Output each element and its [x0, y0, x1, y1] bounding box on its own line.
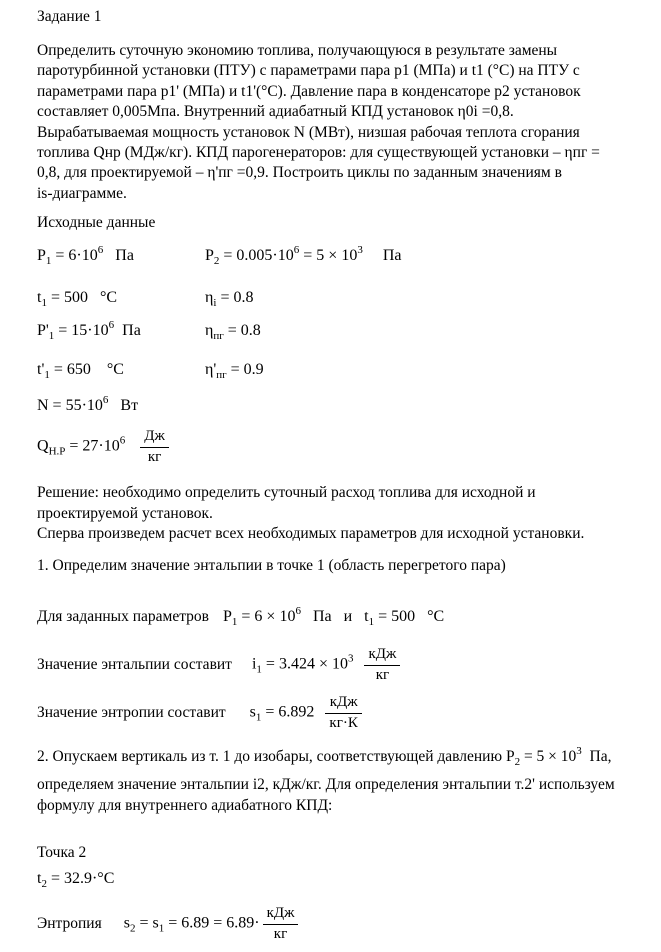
enthalpy-label: Значение энтальпии составит: [37, 656, 232, 673]
page-title: Задание 1: [37, 8, 102, 25]
given-row-heat-value: [37, 423, 169, 471]
given-params-row: [37, 598, 444, 636]
formula-n: $N = 55\cdot 10^6$ Вт: [37, 394, 139, 414]
formula-s1: $s_1 = 6.892$ $\frac{\text{кДж}}{кг\cdot К}$: [250, 694, 362, 732]
entropy2-row: [37, 898, 298, 950]
entropy2-label: Энтропия: [37, 915, 102, 932]
task-line: параметрами пара p1' (МПа) и t1'(°С). Давление пара в конденсаторе p2 установок: [37, 82, 581, 100]
formula-eta-i: $\eta_i = 0.8$: [205, 289, 254, 309]
given-row-pressure: [37, 244, 402, 267]
entropy-label: Значение энтропии составит: [37, 704, 226, 721]
given-row-temperature-prime: [37, 361, 264, 379]
formula-eta-pg: $\eta_{пг} = 0.8$: [205, 322, 261, 342]
task-line: составляет 0,005Мпа. Внутренний адиабатный КПД установок η0i =0,8.: [37, 103, 514, 121]
given-row-pressure-prime: [37, 319, 261, 342]
step2-paragraph: [37, 774, 615, 816]
solution-paragraph: [37, 483, 584, 545]
task-line: 0,8, для проектируемой – η'пг =0,9. Построить циклы по заданным значениям в: [37, 164, 562, 182]
formula-t1-prime: $t'_1 = 650$ °С: [37, 361, 124, 381]
given-row-power: [37, 394, 139, 415]
formula-t2: $t_2 = 32.9\cdot^\circ С$: [37, 870, 115, 890]
formula-eta-pg-prime: $\eta'_{пг} = 0.9$: [205, 361, 264, 381]
solution-line: Сперва произведем расчет всех необходимых параметров для исходной установки.: [37, 525, 585, 542]
formula-t1: $t_1 = 500$ °С: [37, 289, 118, 309]
point2-heading: Точка 2: [37, 844, 87, 861]
task-line: Определить суточную экономию топлива, получающуюся в результате замены: [37, 42, 558, 59]
task-line: Вырабатываемая мощность установок N (МВт), низшая рабочая теплота сгорания: [37, 123, 580, 141]
formula-q-np: $Q_{Н.Р} = 27\cdot 10^6$ $\frac{Дж}{кг}$: [37, 428, 169, 466]
step2-line: определяем значение энтальпии i2, кДж/кг. Для определения энтальпии т.2' используем: [37, 776, 615, 793]
step2-paragraph-line1: [37, 740, 612, 774]
given-params-label: Для заданных параметров: [37, 608, 209, 625]
solution-line: проектируемой установок.: [37, 504, 213, 522]
formula-s2: $s_2 = s_1 = 6.89 = 6.89\cdot$ $\frac{\text{кДж}}{кг}$: [124, 905, 299, 943]
task-line: паротурбинной установки (ПТУ) с параметрами пара p1 (МПа) и t1 (°С) на ПТУ с: [37, 62, 580, 80]
task-paragraph: [37, 41, 600, 204]
entropy-row: [37, 688, 362, 738]
input-data-heading: Исходные данные: [37, 214, 156, 231]
step2-line: формулу для внутреннего адиабатного КПД:: [37, 797, 333, 815]
formula-p1-prime: $P'_1 = 15\cdot 10^6$ Па: [37, 319, 141, 342]
formula-step2-line1: 2. Опускаем вертикаль из т. 1 до изобары, соответствующей давлению $P_2 = 5 \times 10^3$ Па,: [37, 745, 612, 768]
task-line: is-диаграмме.: [37, 184, 127, 202]
formula-p2: $P_2 = 0.005\cdot 10^6 = 5 \times 10^3$ Па: [205, 244, 402, 267]
formula-given-params: $P_1 = 6 \times 10^6$ Па и $t_1 = 500$ °С: [222, 605, 445, 628]
t2-row: [37, 870, 114, 888]
step1-heading: 1. Определим значение энтальпии в точке 1 (область перегретого пара): [37, 557, 506, 574]
formula-i1: $i_1 = 3.424 \times 10^3$ $\frac{\text{кДж}}{кг}$: [252, 646, 400, 684]
formula-p1: $P_1 = 6\cdot 10^6$ Па: [37, 244, 134, 267]
given-row-temperature: [37, 289, 253, 307]
task-line: топлива Qнр (МДж/кг). КПД парогенераторов: для существующей установки – ηпг =: [37, 144, 600, 162]
enthalpy-row: [37, 640, 400, 690]
solution-line: Решение: необходимо определить суточный расход топлива для исходной и: [37, 484, 536, 501]
